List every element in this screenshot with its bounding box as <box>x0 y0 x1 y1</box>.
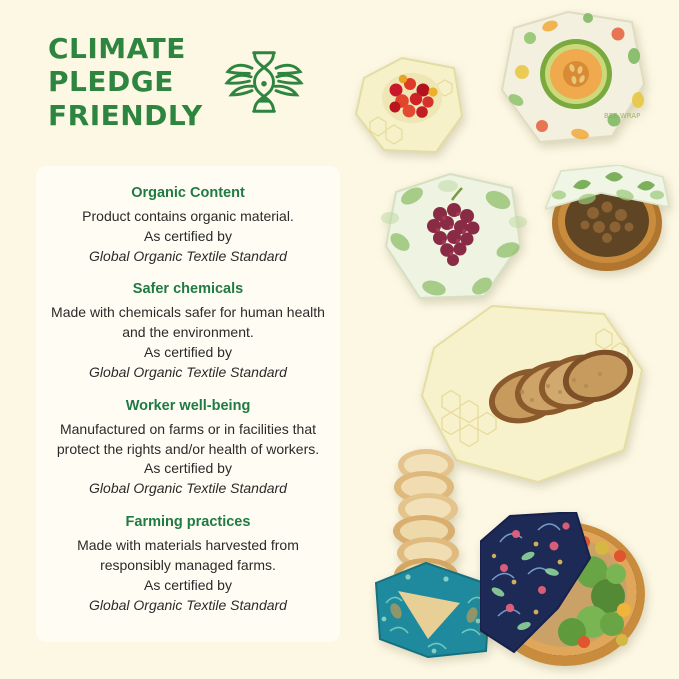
baguette-wrap-photo <box>368 443 498 658</box>
certification-standard: Global Organic Textile Standard <box>89 596 287 613</box>
certification-certified-by-label: As certified by <box>144 344 232 361</box>
certification-title: Farming practices <box>125 514 251 531</box>
certification-worker-well-being <box>50 397 326 499</box>
grape-wrap-photo <box>378 170 528 305</box>
climate-pledge-friendly-header <box>48 34 338 130</box>
certification-title: Safer chemicals <box>132 281 244 298</box>
svg-text:BEE WRAP: BEE WRAP <box>604 112 641 120</box>
certification-organic-content <box>50 184 326 266</box>
logo-wordmark <box>48 32 203 131</box>
product-photo-collage <box>340 0 679 679</box>
certification-description: Made with materials harvested from responsibly managed farms. <box>77 537 299 573</box>
certification-standard: Global Organic Textile Standard <box>89 480 287 497</box>
winged-hourglass-icon <box>221 39 307 125</box>
bowl-cover-photo <box>545 165 670 275</box>
certification-farming-practices <box>50 513 326 615</box>
certification-certified-by-label: As certified by <box>144 460 232 477</box>
certification-certified-by-label: As certified by <box>144 227 232 244</box>
certification-standard: Global Organic Textile Standard <box>89 363 287 380</box>
berry-wrap-photo <box>350 52 470 162</box>
certification-description: Product contains organic material. <box>82 207 294 224</box>
certification-title: Worker well-being <box>125 397 251 414</box>
certification-standard: Global Organic Textile Standard <box>89 247 287 264</box>
logo-line-3: FRIENDLY <box>48 98 203 132</box>
logo-line-2: PLEDGE <box>48 65 174 99</box>
salad-bowl-photo <box>480 512 650 672</box>
certification-description: Made with chemicals safer for human health and the environment. <box>51 304 325 341</box>
logo-line-1: CLIMATE <box>48 32 186 66</box>
certification-safer-chemicals <box>50 280 326 382</box>
certification-description: Manufactured on farms or in facilities that protect the rights and/or health of workers. <box>56 420 320 457</box>
certifications-panel <box>36 166 340 642</box>
melon-wrap-photo <box>492 8 652 148</box>
certification-certified-by-label: As certified by <box>144 576 232 593</box>
certification-title: Organic Content <box>131 185 245 201</box>
